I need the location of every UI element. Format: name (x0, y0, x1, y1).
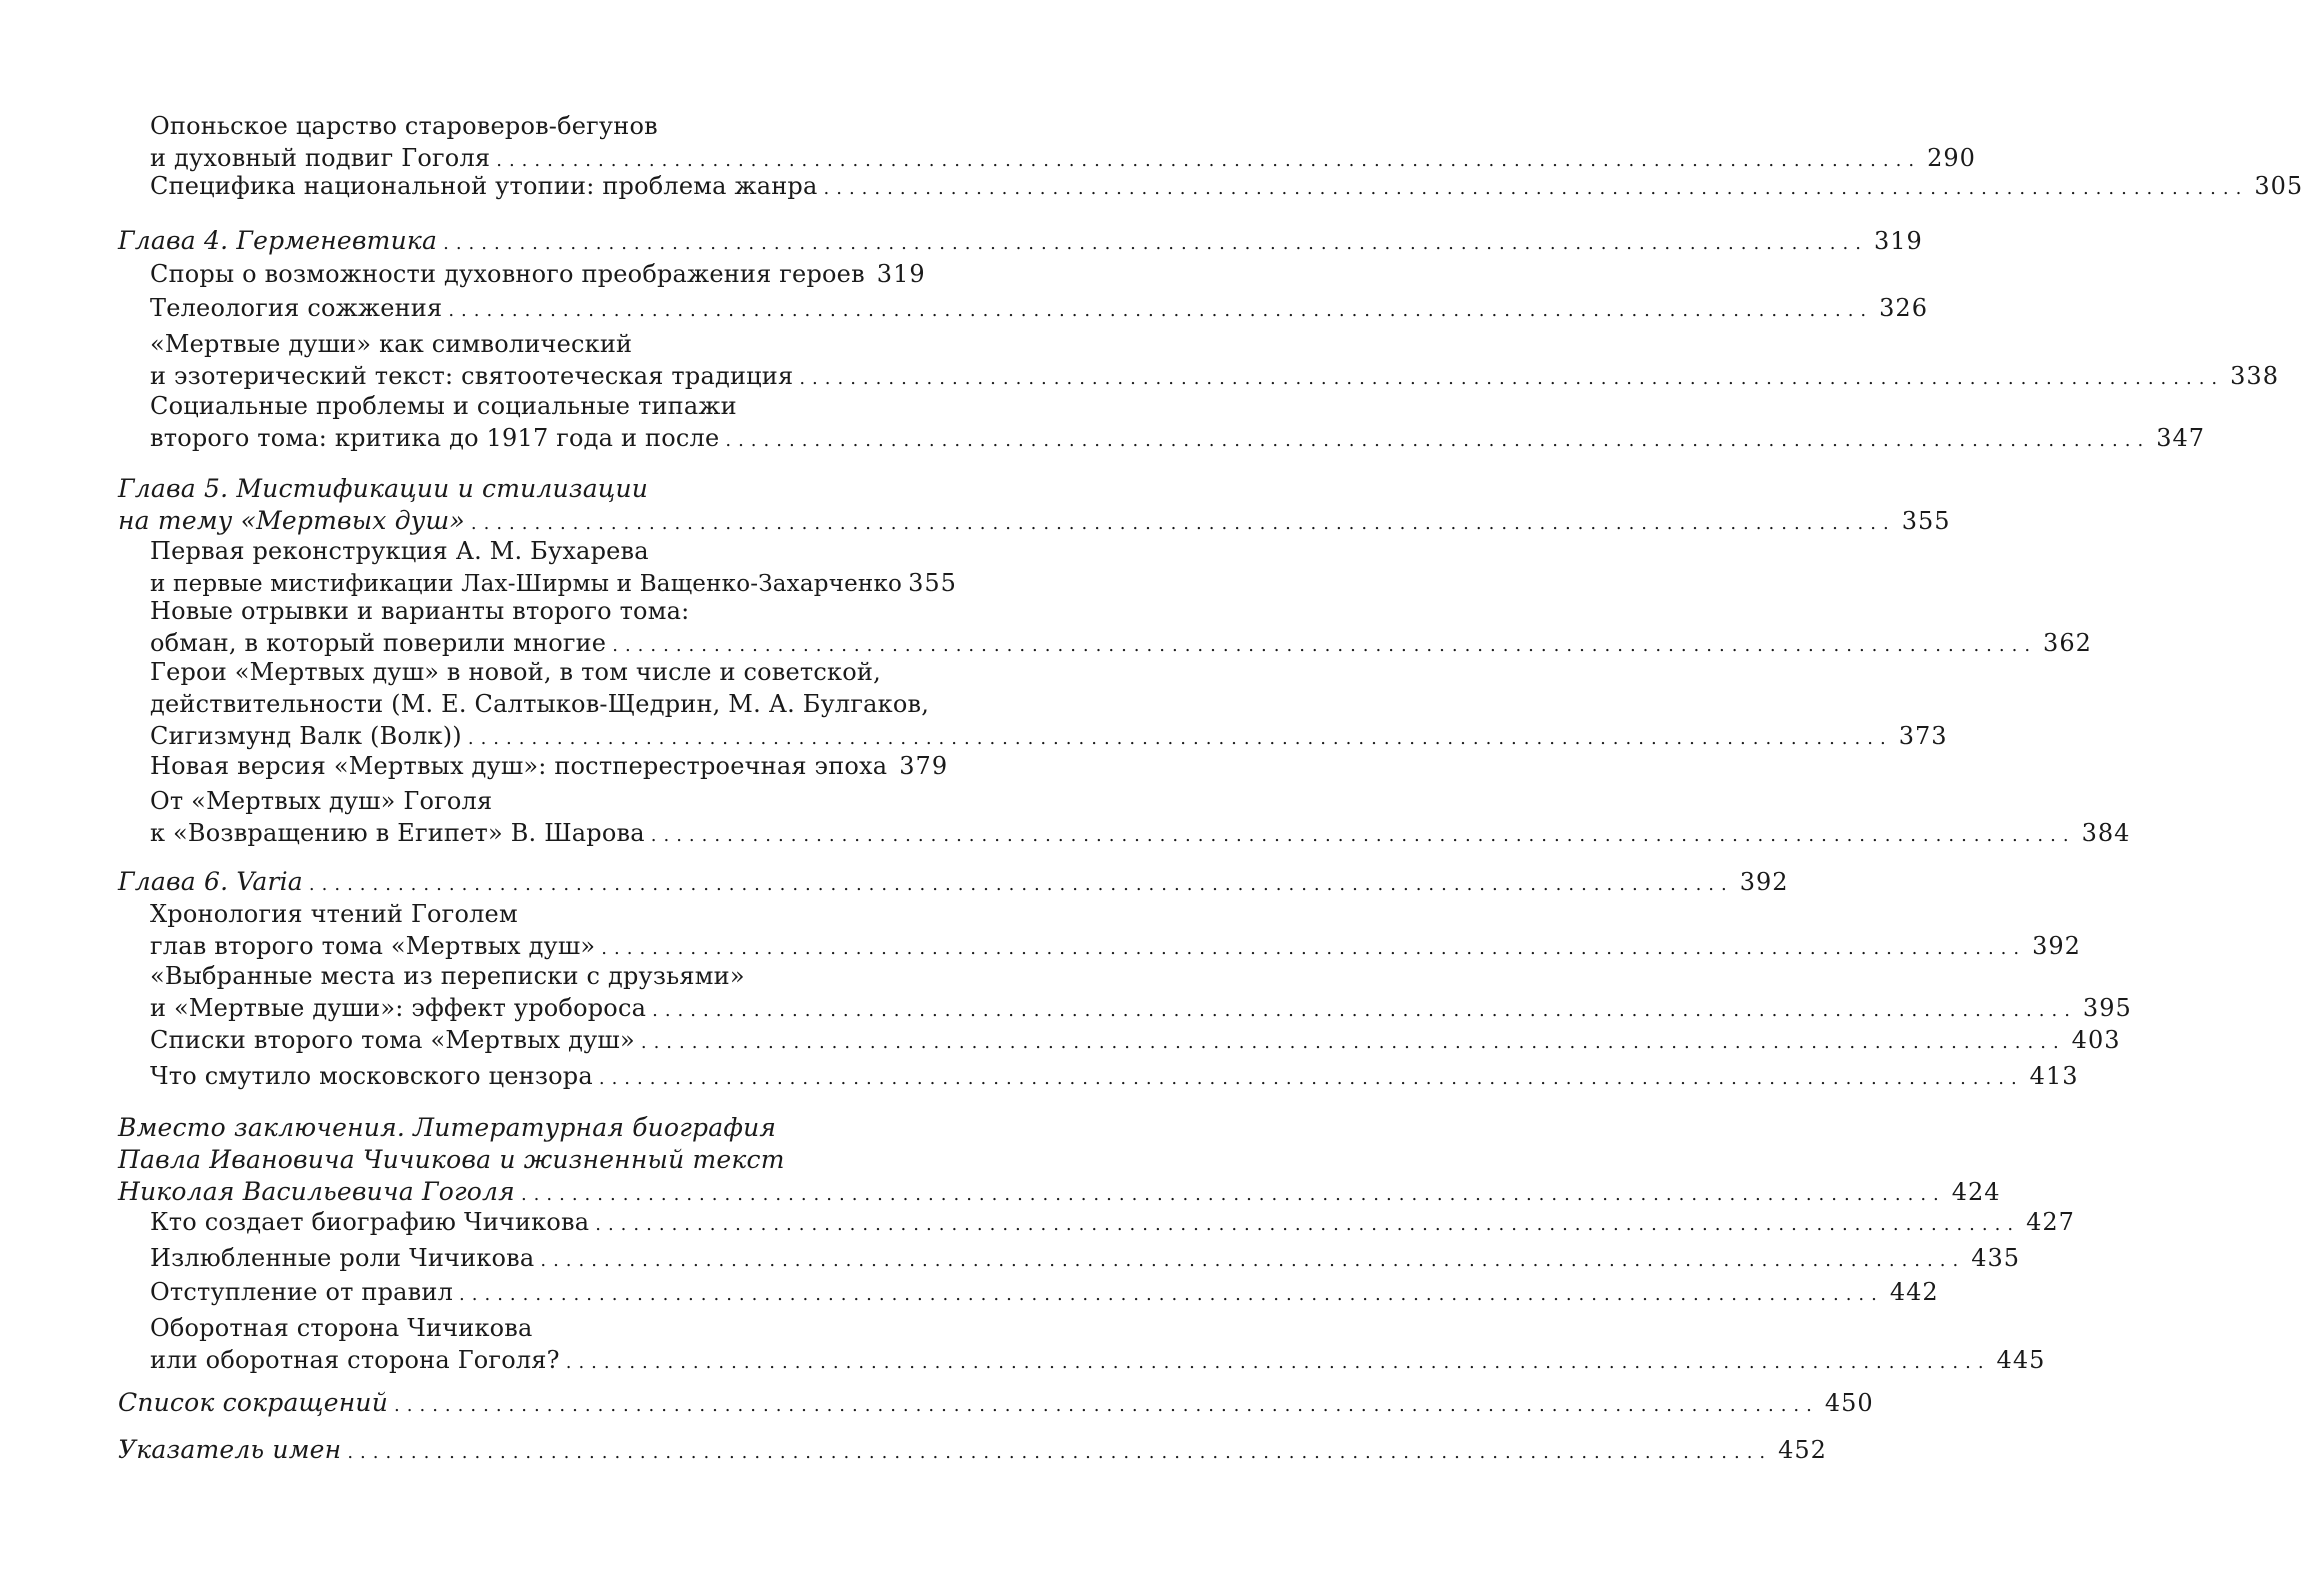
leader-dots: ................................................................................................................ (725, 430, 2151, 451)
toc-entry (150, 328, 2279, 395)
entry-title-line: и «Мертвые души»: эффект уробороса (150, 994, 647, 1022)
entry-title-line: Глава 6. Varia (118, 867, 303, 896)
leader-dots: ................................................................................................................ (799, 368, 2225, 389)
entry-title-line: и эзотерический текст: святоотеческая традиция (150, 362, 794, 390)
leader-dots: ................................................................................................................ (520, 1184, 1946, 1205)
entry-title-line: Новые отрывки и варианты второго тома: (150, 597, 690, 625)
page-number: 424 (1951, 1178, 2001, 1206)
leader-dots: ................................................................................................................ (347, 1442, 1773, 1463)
entry-title-line: Телеология сожжения (150, 294, 443, 322)
page-number: 338 (2230, 362, 2279, 390)
toc-entry (150, 750, 949, 785)
entry-title-line: «Выбранные места из переписки с друзьями» (150, 962, 745, 990)
entry-title-line: обман, в который поверили многие (150, 629, 607, 657)
entry-title-line: Указатель имен (118, 1435, 342, 1464)
toc-chapter-entry (118, 1112, 2001, 1211)
page-number: 362 (2043, 629, 2092, 657)
entry-title-line: Отступление от правил (150, 1278, 454, 1306)
toc-entry (150, 595, 2092, 662)
toc-chapter-entry (118, 225, 1923, 260)
page-number: 442 (1889, 1278, 1939, 1306)
entry-title-line: Новая версия «Мертвых душ»: постперестроечная эпоха (150, 752, 888, 780)
entry-title-line: Хронология чтений Гоголем (150, 900, 518, 928)
leader-dots: ................................................................................................................ (640, 1032, 2066, 1053)
page-number: 373 (1898, 722, 1948, 750)
entry-title-line: Излюбленные роли Чичикова (150, 1244, 535, 1272)
toc-entry (150, 1060, 2079, 1095)
page-number: 326 (1879, 294, 1928, 322)
page-number: 445 (1996, 1346, 2046, 1374)
leader-dots: ................................................................................................................ (308, 874, 1734, 895)
toc-entry (150, 656, 1948, 755)
leader-dots: ................................................................................................................ (601, 938, 2027, 959)
page-number: 347 (2156, 424, 2205, 452)
toc-entry (150, 390, 2205, 457)
toc-entry (150, 960, 2132, 1027)
leader-dots: ................................................................................................................ (448, 300, 1874, 321)
page-number: 305 (2254, 172, 2303, 200)
entry-title-line: Сигизмунд Валк (Волк)) (150, 722, 462, 750)
entry-title-line: Вместо заключения. Литературная биография (118, 1113, 777, 1142)
toc-entry (150, 292, 1928, 327)
toc-entry (150, 1276, 1939, 1311)
toc-chapter-entry (118, 866, 1789, 901)
toc-entry (150, 1206, 2075, 1241)
entry-title-line: и духовный подвиг Гоголя (150, 144, 491, 172)
page-number: 319 (1873, 227, 1923, 255)
entry-title-line: Списки второго тома «Мертвых душ» (150, 1026, 635, 1054)
page-number: 435 (1971, 1244, 2020, 1272)
leader-dots: ................................................................................................................ (595, 1214, 2021, 1235)
toc-chapter-entry (118, 473, 1951, 540)
leader-dots: ................................................................................................................ (470, 513, 1896, 534)
toc-chapter-entry (118, 1434, 1827, 1469)
toc-entry (150, 258, 926, 293)
entry-title-line: Герои «Мертвых душ» в новой, в том числе и советской, (150, 658, 881, 686)
page-number: 379 (899, 752, 949, 780)
entry-title-line: Что смутило московского цензора (150, 1062, 593, 1090)
entry-title-line: Глава 5. Мистификации и стилизации (118, 474, 649, 503)
page-number: 395 (2082, 994, 2132, 1022)
page-number: 392 (2032, 932, 2081, 960)
toc-entry (150, 110, 1976, 177)
entry-title-line: Глава 4. Герменевтика (118, 226, 438, 255)
page-number: 355 (1901, 507, 1951, 535)
leader-dots: ................................................................................................................ (650, 825, 2076, 846)
entry-title-line: Павла Ивановича Чичикова и жизненный текст (118, 1145, 785, 1174)
leader-dots: ................................................................................................................ (612, 635, 2038, 656)
entry-title-line: Николая Васильевича Гоголя (118, 1177, 515, 1206)
entry-title-line: Список сокращений (118, 1388, 389, 1417)
toc-entry (150, 170, 2303, 205)
entry-title-line: действительности (М. Е. Салтыков-Щедрин, М. А. Булгаков, (150, 690, 930, 718)
leader-dots: ................................................................................................................ (565, 1352, 1991, 1373)
entry-title-line: на тему «Мертвых душ» (118, 506, 465, 535)
leader-dots: ................................................................................................................ (540, 1250, 1966, 1271)
toc-entry (150, 1312, 2046, 1379)
toc-entry (150, 1242, 2020, 1277)
page-number: 450 (1824, 1389, 1874, 1417)
entry-title-line: второго тома: критика до 1917 года и после (150, 424, 720, 452)
entry-title-line: Первая реконструкция А. М. Бухарева (150, 537, 649, 565)
entry-title-line: и первые мистификации Лах-Ширмы и Ващенко-Захарченко (150, 571, 903, 597)
leader-dots: ................................................................................................................ (467, 728, 1893, 749)
entry-title-line: Споры о возможности духовного преображения героев (150, 260, 865, 288)
leader-dots: ................................................................................................................ (394, 1395, 1819, 1416)
entry-title-line: Кто создает биографию Чичикова (150, 1208, 590, 1236)
page-number: 452 (1778, 1436, 1827, 1464)
entry-title-line: или оборотная сторона Гоголя? (150, 1346, 560, 1374)
leader-dots: ................................................................................................................ (443, 233, 1868, 254)
entry-title-line: От «Мертвых душ» Гоголя (150, 787, 493, 815)
entry-title-line: Специфика национальной утопии: проблема жанра (150, 172, 818, 200)
entry-title-line: глав второго тома «Мертвых душ» (150, 932, 596, 960)
leader-dots: ................................................................................................................ (459, 1284, 1884, 1305)
entry-title-line: «Мертвые души» как символический (150, 330, 633, 358)
leader-dots: ................................................................................................................ (598, 1068, 2024, 1089)
page-number: 403 (2071, 1026, 2121, 1054)
toc-entry (150, 535, 957, 602)
toc-entry (150, 898, 2081, 965)
toc-chapter-entry (118, 1387, 1874, 1422)
leader-dots: ................................................................................................................ (496, 150, 1922, 171)
page-number: 384 (2081, 819, 2131, 847)
toc-entry (150, 1024, 2121, 1059)
page-number: 413 (2029, 1062, 2079, 1090)
entry-title-line: Социальные проблемы и социальные типажи (150, 392, 737, 420)
page-number: 392 (1739, 868, 1789, 896)
page-number: 290 (1927, 144, 1976, 172)
leader-dots: ................................................................................................................ (652, 1000, 2077, 1021)
leader-dots: ................................................................................................................ (823, 178, 2249, 199)
page-number: 427 (2026, 1208, 2075, 1236)
entry-title-line: к «Возвращению в Египет» В. Шарова (150, 819, 645, 847)
toc-entry (150, 785, 2131, 852)
page-number: 355 (908, 569, 957, 597)
page-number: 319 (876, 260, 926, 288)
entry-title-line: Опоньское царство староверов-бегунов (150, 112, 658, 140)
entry-title-line: Оборотная сторона Чичикова (150, 1314, 533, 1342)
